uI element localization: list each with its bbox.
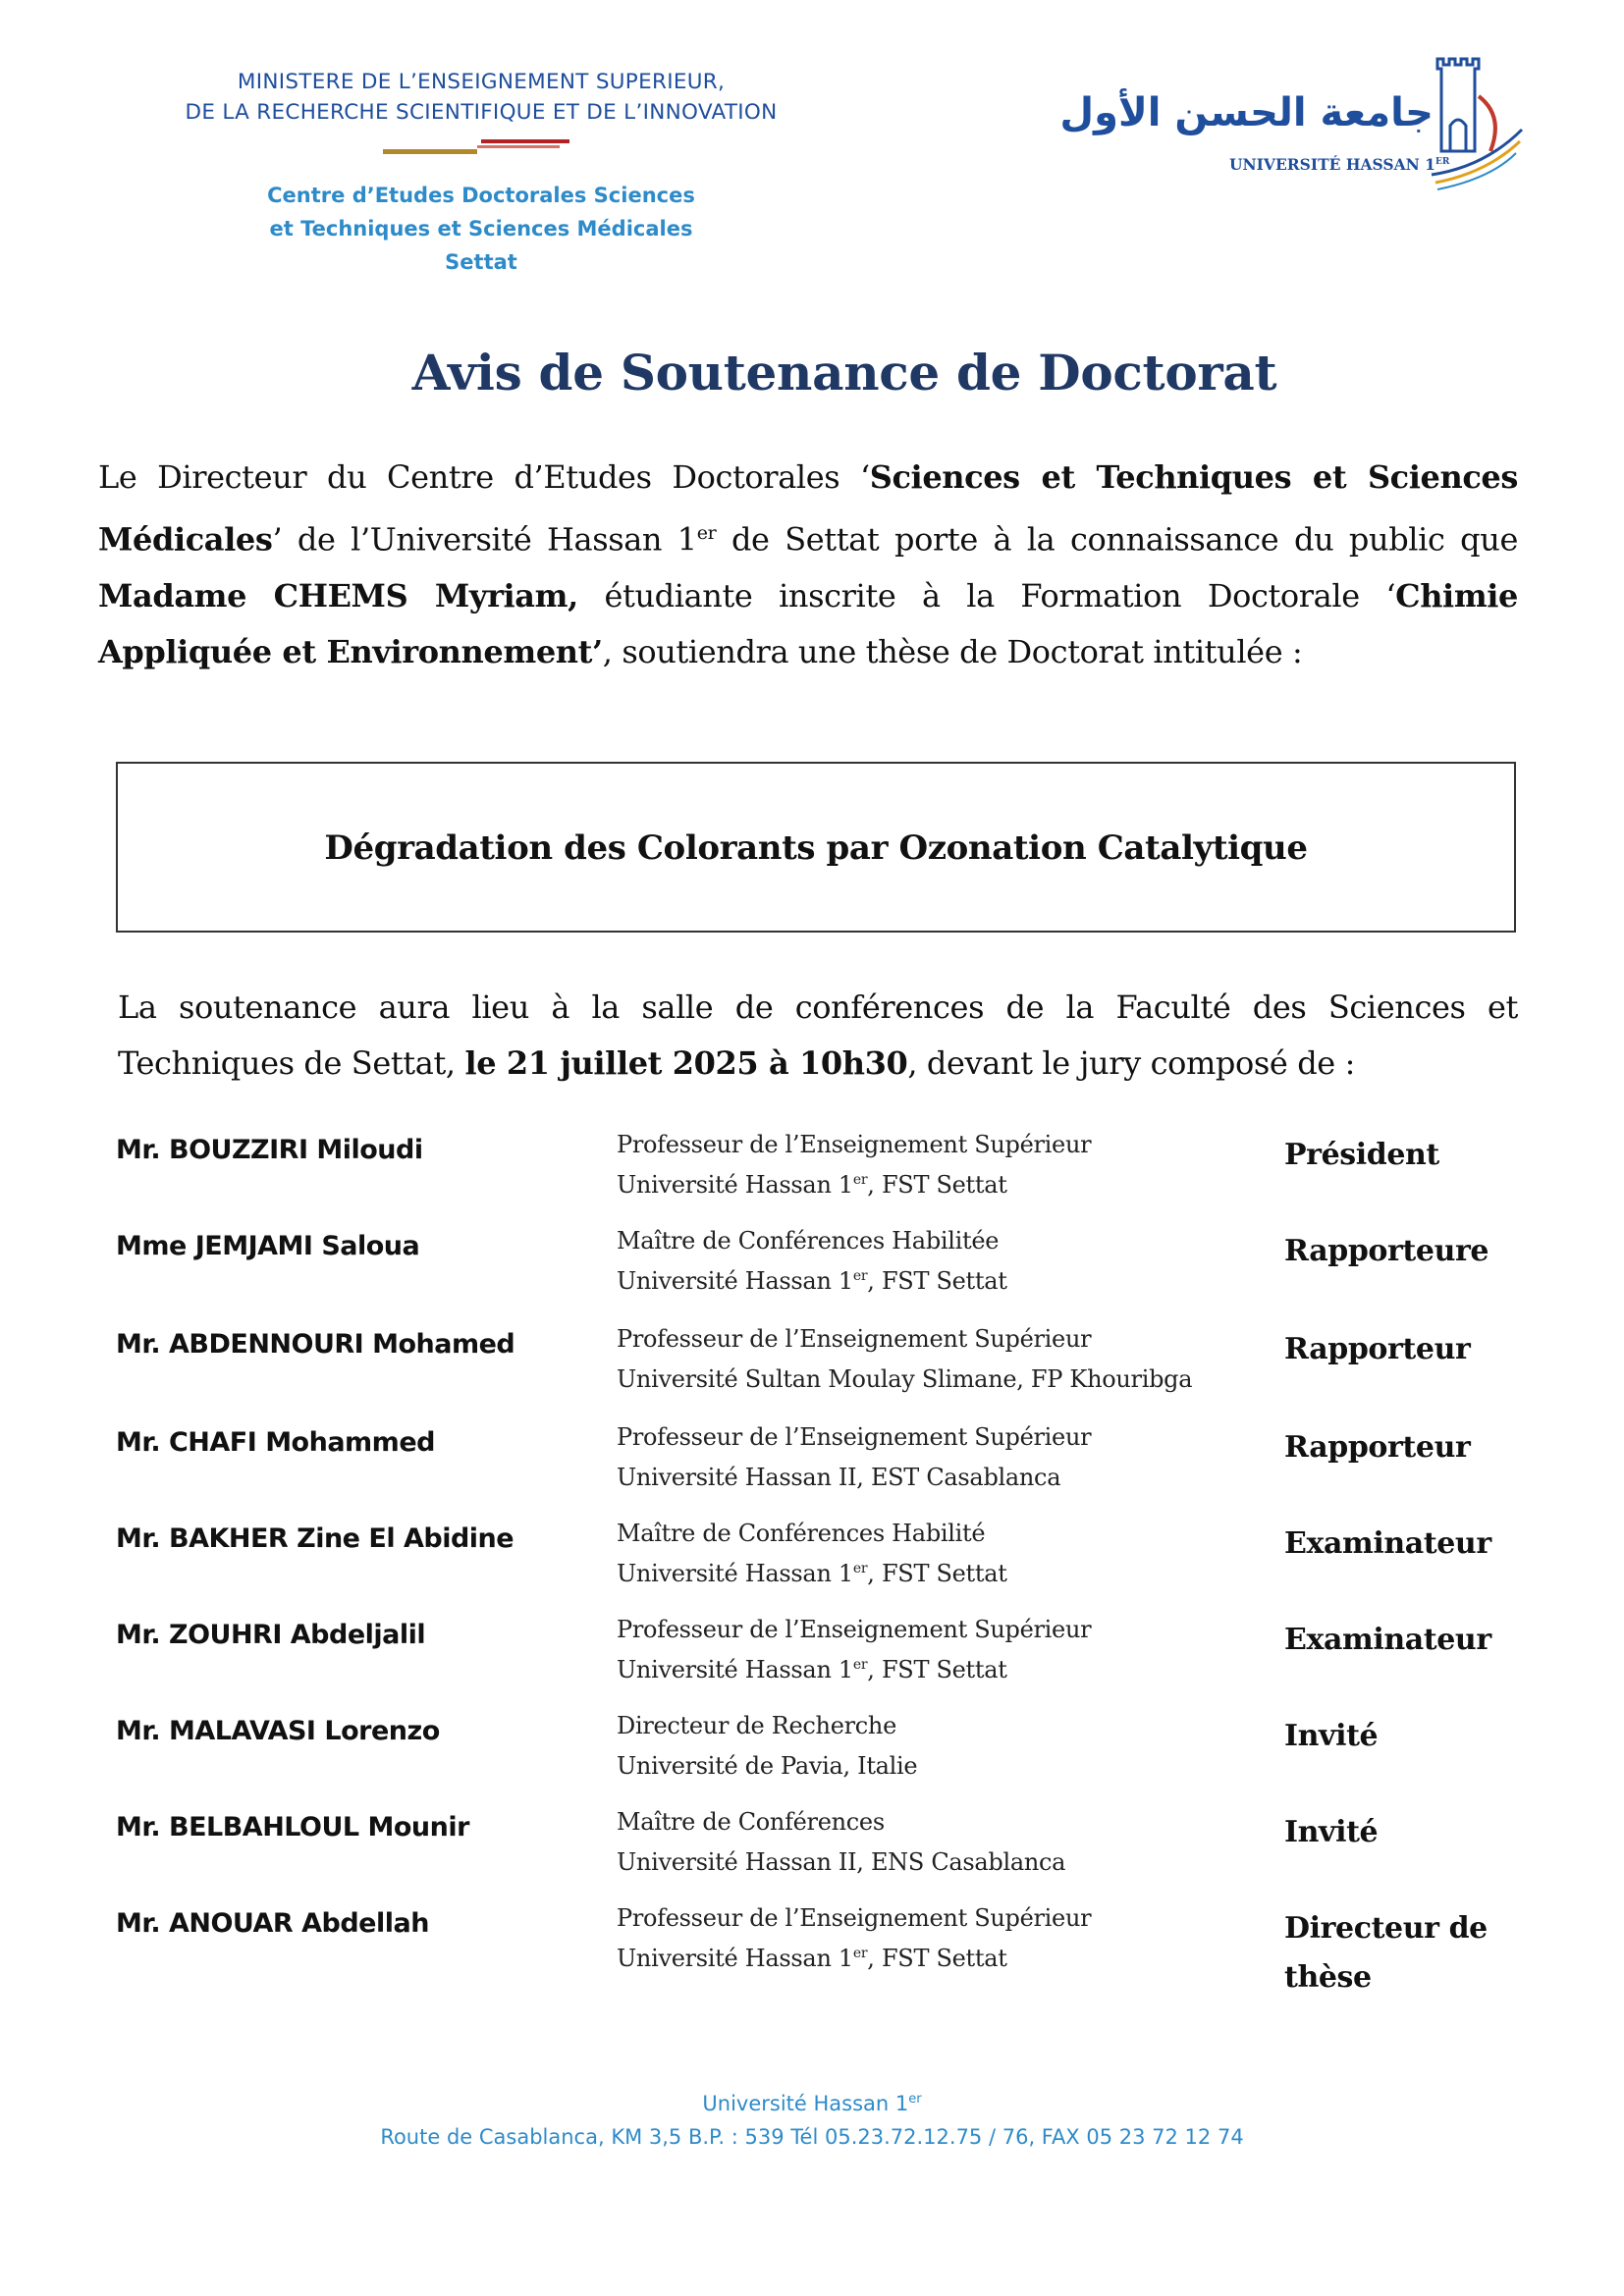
jury-member-affiliation: Maître de Conférences Habilitée Université Hassan 1er, FST Settat <box>617 1227 1007 1295</box>
jury-member-affiliation: Professeur de l’Enseignement Supérieur Université Hassan 1er, FST Settat <box>617 1131 1092 1199</box>
jury-member <box>116 1419 1530 1514</box>
ministry-line-1: MINISTERE DE L’ENSEIGNEMENT SUPERIEUR, <box>237 70 726 94</box>
jury-member-affiliation: Directeur de Recherche Université de Pavia, Italie <box>617 1712 918 1780</box>
jury-member-affiliation: Professeur de l’Enseignement Supérieur Université Hassan II, EST Casablanca <box>617 1423 1092 1491</box>
jury-member-role: Rapporteur <box>1284 1332 1471 1366</box>
venue-paragraph: La soutenance aura lieu à la salle de conférences de la Faculté des Sciences et Techniques de Settat, le 21 juillet 2025 à 10h30, devant le jury composé de : <box>118 988 1518 1082</box>
defense-date: le 21 juillet 2025 à 10h30 <box>464 1044 908 1082</box>
candidate-name: Madame CHEMS Myriam, <box>98 576 578 614</box>
intro-paragraph: Le Directeur du Centre d’Etudes Doctorales ‘Sciences et Techniques et Sciences Médicales’ de l’Université Hassan 1er de Settat porte à la connaissance du public que Madame CHEMS Myriam, étudiante inscrite à la Formation Doctorale ‘Chimie Appliquée et Environnement’, soutiendra une thèse de Doctorat intitulée : <box>98 458 1518 670</box>
jury-member-name: Mr. ANOUAR Abdellah <box>116 1908 429 1939</box>
logo-latin-name: UNIVERSITÉ HASSAN 1ER <box>1229 155 1450 174</box>
jury-member-name: Mr. ABDENNOURI Mohamed <box>116 1329 515 1360</box>
jury-member-role: Examinateur <box>1284 1623 1491 1657</box>
jury-member <box>116 1804 1530 1898</box>
jury-member-name: Mr. ZOUHRI Abdeljalil <box>116 1620 426 1650</box>
jury-member <box>116 1223 1530 1317</box>
jury-member-affiliation: Maître de Conférences Habilité Université Hassan 1er, FST Settat <box>617 1520 1007 1587</box>
jury-member <box>116 1708 1530 1802</box>
jury-member-role: Président <box>1284 1138 1439 1172</box>
centre-line-1: Centre d’Etudes Doctorales Sciences <box>267 184 695 207</box>
centre-line-2: et Techniques et Sciences Médicales <box>269 217 693 240</box>
jury-member <box>116 1127 1530 1221</box>
jury-member <box>116 1516 1530 1610</box>
footer-address: Route de Casablanca, KM 3,5 B.P. : 539 Tél 05.23.72.12.75 / 76, FAX 05 23 72 12 74 <box>380 2125 1244 2149</box>
jury-member-role: Invité <box>1284 1719 1379 1753</box>
jury-member-affiliation: Maître de Conférences Université Hassan II, ENS Casablanca <box>617 1808 1066 1876</box>
page-title: Avis de Soutenance de Doctorat <box>411 344 1277 401</box>
jury-member-role: Directeur de thèse <box>1284 1911 1488 1995</box>
page-footer <box>0 2083 1624 2154</box>
jury-member-role: Examinateur <box>1284 1526 1491 1561</box>
ministry-color-bar <box>383 137 569 161</box>
jury-member-role: Rapporteur <box>1284 1430 1471 1465</box>
jury-member-role: Rapporteure <box>1284 1234 1489 1268</box>
logo-arabic-name: جامعة الحسن الأول <box>1059 90 1434 135</box>
university-logo <box>1059 57 1524 204</box>
jury-member <box>116 1321 1530 1415</box>
jury-member-name: Mr. CHAFI Mohammed <box>116 1427 435 1458</box>
ministry-heading <box>88 67 874 128</box>
jury-member <box>116 1900 1530 1995</box>
jury-member <box>116 1612 1530 1706</box>
jury-member-affiliation: Professeur de l’Enseignement Supérieur Université Hassan 1er, FST Settat <box>617 1616 1092 1683</box>
thesis-title-box <box>116 762 1516 933</box>
footer-university: Université Hassan 1er <box>702 2092 922 2115</box>
doctoral-program: Chimie Appliquée et Environnement’ <box>98 576 1518 670</box>
jury-member-name: Mr. BAKHER Zine El Abidine <box>116 1523 514 1554</box>
jury-member-name: Mr. BOUZZIRI Miloudi <box>116 1135 423 1165</box>
jury-member-role: Invité <box>1284 1815 1379 1849</box>
jury-member-name: Mr. MALAVASI Lorenzo <box>116 1716 440 1746</box>
jury-member-affiliation: Professeur de l’Enseignement Supérieur Université Sultan Moulay Slimane, FP Khouribga <box>617 1325 1193 1393</box>
jury-member-affiliation: Professeur de l’Enseignement Supérieur Université Hassan 1er, FST Settat <box>617 1904 1092 1972</box>
doctoral-centre-heading <box>206 179 756 279</box>
thesis-title: Dégradation des Colorants par Ozonation Catalytique <box>324 828 1308 868</box>
centre-line-3: Settat <box>445 250 517 274</box>
jury-member-name: Mr. BELBAHLOUL Mounir <box>116 1812 469 1842</box>
jury-member-name: Mme JEMJAMI Saloua <box>116 1231 420 1261</box>
ministry-line-2: DE LA RECHERCHE SCIENTIFIQUE ET DE L’INNOVATION <box>185 100 778 125</box>
doctoral-centre-name: Sciences et Techniques et Sciences Médicales <box>98 458 1518 559</box>
